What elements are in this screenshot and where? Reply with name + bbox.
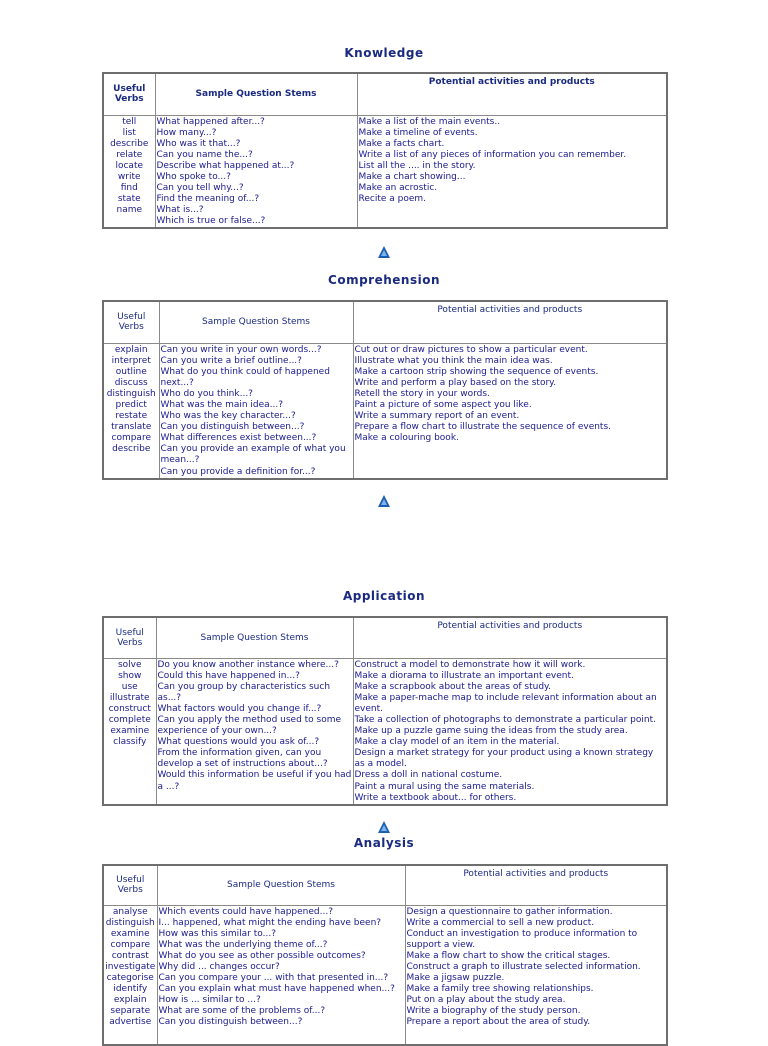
cell-line: Construct a model to demonstrate how it will work.	[354, 659, 586, 670]
cell-line: How many...?	[156, 127, 217, 138]
cell-line: What was the underlying theme of...?	[158, 939, 328, 950]
cell-line: Design a market strategy for your product using a known strategy as a model.	[354, 748, 654, 770]
cell-line: compare	[110, 939, 150, 950]
cell-line: complete	[108, 714, 151, 725]
cell-line: analyse	[112, 906, 148, 917]
header-useful-verbs: Useful Verbs	[103, 301, 159, 343]
cell-line: What questions would you ask of...?	[157, 737, 320, 748]
cell-line: find	[120, 183, 138, 194]
cell-line: Who do you think...?	[160, 388, 253, 399]
cell-line: Can you distinguish between...?	[158, 1017, 303, 1028]
cell-line: Can you name the...?	[156, 149, 253, 160]
cell-line: use	[121, 681, 138, 692]
cell-line: Write a commercial to sell a new product.	[406, 917, 595, 928]
activities-cell	[353, 343, 667, 479]
cell-line: classify	[113, 737, 147, 748]
cell-line: separate	[110, 1006, 151, 1017]
cell-line: discuss	[114, 377, 148, 388]
header-useful-verbs: Useful Verbs	[103, 865, 157, 905]
cell-line: What are some of the problems of...?	[158, 1006, 326, 1017]
header-activities: Potential activities and products	[353, 617, 667, 658]
cell-line: describe	[110, 138, 149, 149]
verbs-cell	[103, 905, 157, 1045]
cell-line: Would this information be useful if you had a ...?	[157, 770, 352, 792]
cell-line: Can you distinguish between...?	[160, 422, 305, 433]
header-question-stems: Sample Question Stems	[155, 73, 357, 115]
cell-line: restate	[115, 411, 148, 422]
back-to-top-arrow-icon[interactable]	[378, 495, 390, 507]
section-title-comprehension: Comprehension	[328, 273, 440, 287]
cell-line: distinguish	[105, 917, 155, 928]
cell-line: Which events could have happened...?	[158, 906, 333, 917]
cell-line: Make a colouring book.	[354, 433, 459, 444]
cell-line: Write a biography of the study person.	[406, 1006, 581, 1017]
cell-line: outline	[115, 366, 147, 377]
cell-line: Make a jigsaw puzzle.	[406, 973, 505, 984]
cell-line: Make a flow chart to show the critical stages.	[406, 950, 611, 961]
cell-line: Describe what happened at...?	[156, 160, 295, 171]
section-title-analysis: Analysis	[353, 836, 415, 850]
cell-line: Write a textbook about... for others.	[354, 792, 517, 803]
cell-line: explain	[113, 995, 147, 1006]
cell-line: Make up a puzzle game suing the ideas from the study area.	[354, 726, 628, 737]
header-question-stems: Sample Question Stems	[157, 865, 405, 905]
comprehension-table	[102, 300, 668, 480]
back-to-top-arrow-icon[interactable]	[378, 821, 390, 833]
cell-line: Make a timeline of events.	[358, 127, 478, 138]
stems-cell	[159, 343, 353, 479]
cell-line: tell	[122, 116, 137, 127]
back-to-top-arrow-icon[interactable]	[378, 246, 390, 258]
cell-line: solve	[117, 659, 142, 670]
cell-line: List all the .... in the story.	[358, 160, 476, 171]
cell-line: Can you apply the method used to some experience of your own...?	[157, 714, 342, 737]
cell-line: name	[116, 205, 143, 216]
section-title-application: Application	[342, 589, 426, 603]
cell-line: Recite a poem.	[358, 194, 427, 205]
cell-line: interpret	[111, 355, 151, 366]
cell-line: Why did ... changes occur?	[158, 961, 280, 972]
verbs-cell	[103, 115, 155, 228]
cell-line: Prepare a report about the area of study.	[406, 1017, 591, 1028]
cell-line: translate	[111, 422, 152, 433]
header-question-stems: Sample Question Stems	[159, 301, 353, 343]
cell-line: identify	[113, 984, 148, 995]
cell-line: Paint a picture of some aspect you like.	[354, 399, 532, 410]
cell-line: How was this similar to...?	[158, 928, 276, 939]
cell-line: Write and perform a play based on the story.	[354, 377, 557, 388]
cell-line: Can you provide a definition for...?	[160, 466, 316, 477]
cell-line: Can you tell why...?	[156, 183, 244, 194]
cell-line: Which is true or false...?	[156, 216, 266, 227]
verbs-cell	[103, 343, 159, 479]
cell-line: examine	[110, 928, 150, 939]
cell-line: What factors would you change if...?	[157, 703, 322, 714]
cell-line: Could this have happened in...?	[157, 670, 300, 681]
cell-line: Take a collection of photographs to demonstrate a particular point.	[354, 714, 656, 725]
analysis-table	[102, 864, 668, 1046]
cell-line: list	[122, 127, 136, 138]
header-activities: Potential activities and products	[357, 73, 667, 115]
cell-line: Find the meaning of...?	[156, 194, 260, 205]
cell-line: What differences exist between...?	[160, 433, 317, 444]
cell-line: How is ... similar to ...?	[158, 995, 261, 1006]
cell-line: Who was it that...?	[156, 138, 241, 149]
cell-line: What do you think could of happened next...?	[160, 366, 330, 388]
cell-line: locate	[115, 160, 144, 171]
cell-line: Make a cartoon strip showing the sequence of events.	[354, 366, 599, 377]
cell-line: categorise	[106, 973, 154, 984]
cell-line: advertise	[109, 1017, 152, 1028]
knowledge-table	[102, 72, 668, 229]
stems-cell	[157, 905, 405, 1045]
cell-line: Can you explain what must have happened when...?	[158, 984, 395, 995]
cell-line: I... happened, what might the ending have been?	[158, 917, 382, 928]
application-table	[102, 616, 668, 806]
cell-line: predict	[115, 399, 147, 410]
cell-line: Design a questionnaire to gather information.	[406, 906, 613, 917]
cell-line: Conduct an investigation to produce information to support a view.	[406, 928, 638, 950]
header-useful-verbs: Useful Verbs	[103, 617, 156, 658]
cell-line: What is...?	[156, 205, 204, 216]
cell-line: Dress a doll in national costume.	[354, 770, 503, 781]
cell-line: Construct a graph to illustrate selected information.	[406, 961, 641, 972]
cell-line: Prepare a flow chart to illustrate the sequence of events.	[354, 422, 612, 433]
cell-line: Retell the story in your words.	[354, 388, 490, 399]
cell-line: Write a summary report of an event.	[354, 411, 520, 422]
cell-line: Illustrate what you think the main idea was.	[354, 355, 553, 366]
verbs-cell	[103, 658, 156, 805]
cell-line: describe	[112, 444, 151, 455]
cell-line: show	[118, 670, 142, 681]
cell-line: What was the main idea...?	[160, 399, 284, 410]
cell-line: Make a chart showing...	[358, 171, 466, 182]
cell-line: explain	[114, 344, 148, 355]
stems-cell	[155, 115, 357, 228]
cell-line: Paint a mural using the same materials.	[354, 781, 535, 792]
cell-line: illustrate	[109, 692, 150, 703]
cell-line: Make a list of the main events..	[358, 116, 501, 127]
cell-line: Put on a play about the study area.	[406, 995, 566, 1006]
cell-line: Make a paper-mache map to include relevant information about an event.	[354, 692, 657, 714]
cell-line: Make a facts chart.	[358, 138, 445, 149]
header-useful-verbs: Useful Verbs	[103, 73, 155, 115]
cell-line: Can you provide an example of what you mean...?	[160, 444, 346, 466]
cell-line: Make a clay model of an item in the material.	[354, 737, 560, 748]
cell-line: From the information given, can you develop a set of instructions about...?	[157, 748, 328, 770]
cell-line: Do you know another instance where...?	[157, 659, 339, 670]
activities-cell	[357, 115, 667, 228]
cell-line: relate	[116, 149, 143, 160]
cell-line: Can you group by characteristics such as...?	[157, 681, 331, 703]
cell-line: What do you see as other possible outcomes?	[158, 950, 366, 961]
activities-cell	[353, 658, 667, 805]
cell-line: Write a list of any pieces of information you can remember.	[358, 149, 627, 160]
header-activities: Potential activities and products	[405, 865, 667, 905]
cell-line: Can you write a brief outline...?	[160, 355, 302, 366]
header-activities: Potential activities and products	[353, 301, 667, 343]
cell-line: distinguish	[106, 388, 156, 399]
header-question-stems: Sample Question Stems	[156, 617, 353, 658]
cell-line: Make an acrostic.	[358, 183, 438, 194]
cell-line: write	[117, 171, 141, 182]
cell-line: Make a scrapbook about the areas of study.	[354, 681, 551, 692]
cell-line: Make a diorama to illustrate an important event.	[354, 670, 574, 681]
cell-line: Who was the key character...?	[160, 411, 296, 422]
cell-line: compare	[111, 433, 151, 444]
cell-line: Make a family tree showing relationships.	[406, 984, 594, 995]
section-title-knowledge: Knowledge	[344, 46, 424, 60]
cell-line: Can you write in your own words...?	[160, 344, 322, 355]
cell-line: Who spoke to...?	[156, 171, 231, 182]
cell-line: state	[117, 194, 141, 205]
cell-line: construct	[108, 703, 151, 714]
cell-line: contrast	[111, 950, 149, 961]
stems-cell	[156, 658, 353, 805]
cell-line: What happened after...?	[156, 116, 265, 127]
activities-cell	[405, 905, 667, 1045]
cell-line: examine	[110, 726, 150, 737]
cell-line: Can you compare your ... with that presented in...?	[158, 973, 389, 984]
cell-line: investigate	[105, 961, 156, 972]
cell-line: Cut out or draw pictures to show a particular event.	[354, 344, 588, 355]
